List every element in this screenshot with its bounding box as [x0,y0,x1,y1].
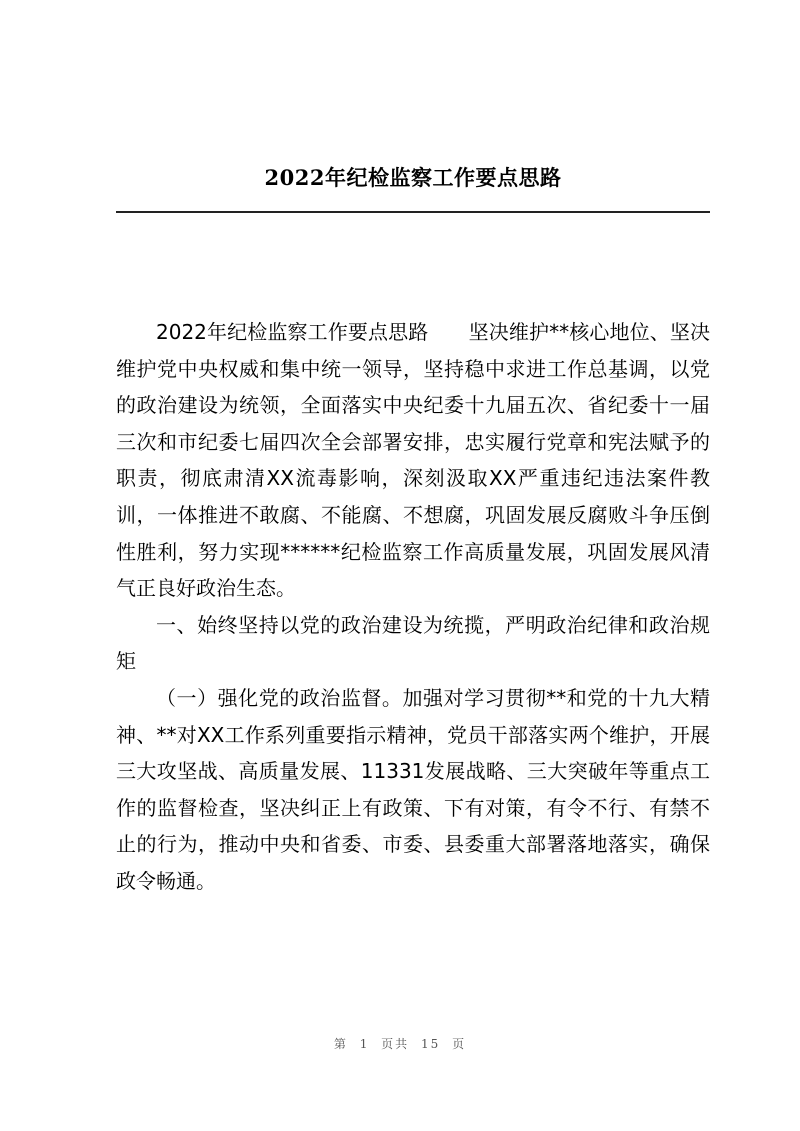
title-divider [116,211,710,213]
document-body [116,314,710,900]
document-title: 2022年纪检监察工作要点思路 [264,165,562,190]
paragraph-section-heading: 一、始终坚持以党的政治建设为统揽，严明政治纪律和政治规矩 [116,612,710,674]
page-footer: 第 1 页共 15 页 [333,1037,467,1051]
paragraph-intro: 2022年纪检监察工作要点思路 坚决维护**核心地位、坚决维护党中央权威和集中统一领导，坚持稳中求进工作总基调，以党的政治建设为统领，全面落实中央纪委十九届五次、省纪委十一届三次和市纪委七届四次全会部署安排，忠实履行党章和宪法赋予的职责，彻底肃清XX流毒影响，深刻汲取XX严重违纪违法案件教训，一体推进不敢腐、不能腐、不想腐，巩固发展反腐败斗争压倒性胜利，努力实现******纪检监察工作高质量发展，巩固发展风清气正良好政治生态。 [116,320,710,601]
paragraph-subsection: （一）强化党的政治监督。加强对学习贯彻**和党的十九大精神、**对XX工作系列重要指示精神，党员干部落实两个维护，开展三大攻坚战、高质量发展、11331发展战略、三大突破年等重点工作的监督检查，坚决纠正上有政策、下有对策，有令不行、有禁不止的行为，推动中央和省委、市委、县委重大部署落地落实，确保政令畅通。 [116,685,710,893]
